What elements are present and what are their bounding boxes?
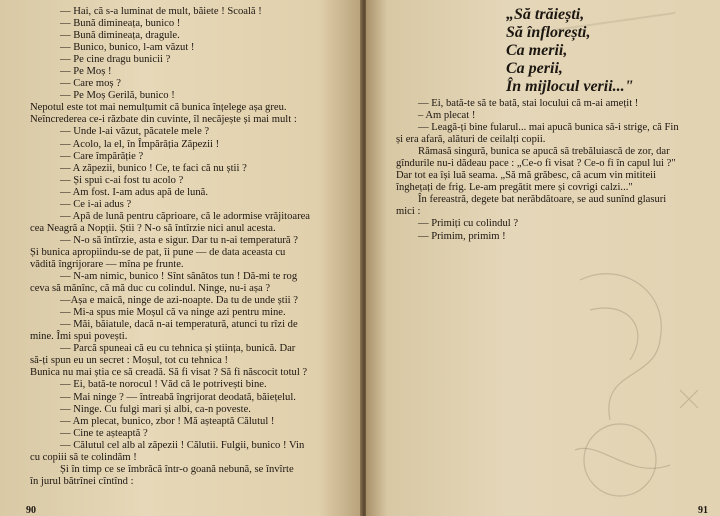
faded-illustration: [560, 250, 710, 500]
text-line: Nepotul este tot mai nemulțumit că bunica înțelege așa greu.: [30, 102, 287, 114]
page-number-right: 91: [698, 505, 708, 516]
text-line: — Am plecat, bunico, zbor ! Mă așteaptă Călutul !: [60, 415, 275, 427]
text-line: — Bună dimineața, bunico !: [60, 18, 181, 30]
text-line: — Călutul cel alb al zăpezii ! Călutii. Fulgii, bunico ! Vin: [60, 439, 305, 451]
text-line: – Am plecat !: [418, 110, 476, 122]
verse-line: Ca merii,: [506, 42, 568, 59]
verse-line: „Să trăiești,: [506, 6, 585, 23]
text-line: — Unde l-ai văzut, păcatele mele ?: [60, 126, 210, 138]
text-line: Și în timp ce se îmbrăcă într-o goană nebună, se învîrte: [60, 463, 294, 475]
text-line: cea Neagră a Nopții. Știi ? N-o să întîrzie nici anul acesta.: [30, 222, 276, 234]
text-line: mine. Îmi spui povești.: [30, 331, 128, 343]
text-line: ceva să mănînc, că mă duc cu colindul. Ninge, nu-i așa ?: [30, 283, 271, 295]
text-line: — Mi-a spus mie Moșul că va ninge azi pentru mine.: [60, 307, 286, 319]
text-line: gîndurile nu-i dădeau pace : „Ce-o fi visat ? Ce-o fi în capul lui ?": [396, 158, 676, 170]
text-line: — Bună dimineața, dragule.: [60, 30, 180, 42]
text-line: — Cine te așteaptă ?: [60, 427, 148, 439]
left-page-text: [30, 6, 356, 488]
text-line: — N-am nimic, bunico ! Sînt sănătos tun ! Dă-mi te rog: [60, 271, 298, 283]
text-line: și era afară, alături de ceilalți copii.: [396, 134, 546, 146]
text-line: — Primiți cu colindul ?: [418, 218, 519, 230]
text-line: Dar tot ea își luă seama. „Să mă grăbesc, că acum vin mititeii: [396, 170, 657, 182]
text-line: — Care împărăție ?: [60, 150, 144, 162]
text-line: cu copiii să te colindăm !: [30, 451, 137, 463]
text-line: — Am fost. I-am adus apă de lună.: [60, 186, 208, 198]
text-line: — Ninge. Cu fulgi mari și albi, ca-n poveste.: [60, 403, 251, 415]
text-line: — Care moș ?: [60, 78, 121, 90]
text-line: Rămasă singură, bunica se apucă să trebăluiască de zor, dar: [418, 146, 670, 158]
text-line: mici :: [396, 206, 421, 218]
text-line: — Ei, bată-te să te bată, stai locului că m-ai amețit !: [418, 98, 639, 109]
verse-line: Să înflorești,: [506, 24, 591, 41]
text-line: —Așa e maică, ninge de azi-noapte. Da tu de unde știi ?: [60, 295, 298, 307]
text-line: — Parcă spuneai că eu cu tehnica și știința, bunică. Dar: [60, 343, 296, 355]
text-line: vădită îngrijorare — mîna pe frunte.: [30, 258, 184, 270]
text-line: — Măi, băiatule, dacă n-ai temperatură, atunci tu rîzi de: [60, 319, 298, 331]
text-line: — Leagă-ți bine fularul... mai apucă bunica să-i strige, că Fin: [418, 122, 679, 134]
text-line: Neîncrederea ce-i răzbate din cuvinte, îl necăjește și mai mult :: [30, 114, 297, 126]
text-line: Bunica nu mai știa ce să creadă. Să fi visat ? Să fi născocit totul ?: [30, 367, 308, 379]
text-line: în jurul bătrînei cîntînd :: [30, 475, 134, 487]
text-line: — Ei, bată-te norocul ! Văd că le potrivești bine.: [60, 379, 267, 391]
text-line: — Apă de lună pentru căprioare, că le adormise vrăjitoarea: [60, 210, 311, 222]
text-line: — Primim, primim !: [418, 230, 506, 242]
text-line: — Acolo, la el, în Împărăția Zăpezii !: [60, 138, 220, 150]
text-line: să-ți spun eu un secret : Moșul, tot cu tehnica !: [30, 355, 228, 367]
text-line: — Bunico, bunico, l-am văzut !: [60, 42, 195, 54]
text-line: — A zăpezii, bunico ! Ce, te faci că nu știi ?: [60, 162, 247, 174]
text-line: — Mai ninge ? — întreabă îngrijorat deodată, băiețelul.: [60, 391, 296, 403]
verse-line: Ca perii,: [506, 60, 563, 77]
text-line: — Pe Moș Gerilă, bunico !: [60, 90, 175, 102]
text-line: — Și spui c-ai fost tu acolo ?: [60, 174, 184, 186]
text-line: — Ce i-ai adus ?: [60, 198, 132, 210]
verse-line: În mijlocul verii...": [506, 78, 634, 95]
text-line: — N-o să întîrzie, asta e sigur. Dar tu n-ai temperatură ?: [60, 234, 298, 246]
text-line: În fereastră, degete bat nerăbdătoare, se aud sunînd glasuri: [418, 194, 667, 206]
text-line: Și bunica apropiindu-se de pat, îi pune — de data aceasta cu: [30, 246, 286, 258]
text-line: — Pe Moș !: [60, 66, 112, 78]
right-page: [366, 0, 720, 516]
right-page-text: [396, 98, 712, 243]
text-line: — Hai, că s-a luminat de mult, băiete ! Scoală !: [60, 6, 262, 17]
page-number-left: 90: [26, 505, 36, 516]
text-line: înghețați de frig. Le-am pregătit mere și covrigi calzi...": [396, 182, 633, 194]
text-line: — Pe cine dragu bunicii ?: [60, 54, 171, 66]
